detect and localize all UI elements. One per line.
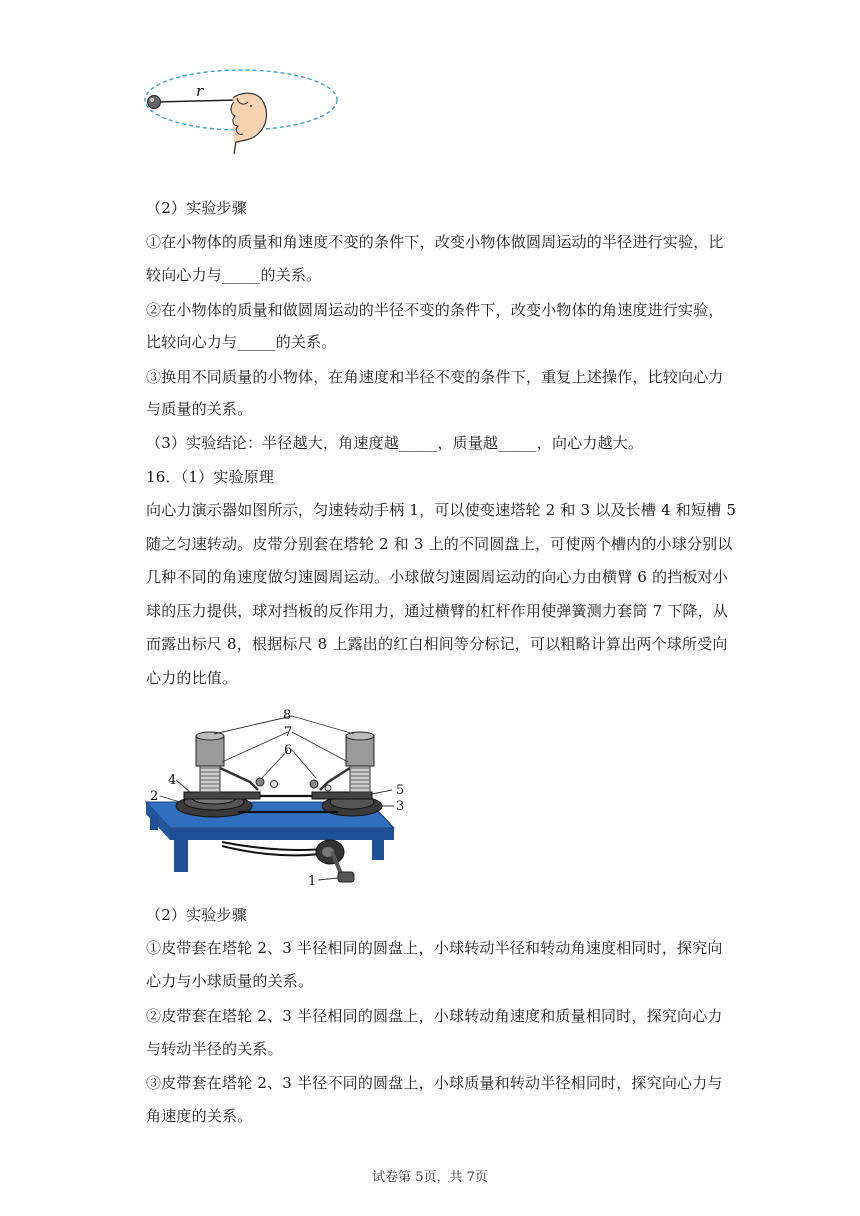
q16-para-line-3: 几种不同的角速度做匀速圆周运动。小球做匀速圆周运动的向心力由横臂 6 的挡板对小 (146, 568, 729, 586)
q16-title: 16．（1）实验原理 (146, 468, 275, 486)
section1-step3-line2: 与质量的关系。 (146, 400, 253, 418)
q16-para-line-1: 向心力演示器如图所示，匀速转动手柄 1，可以使变速塔轮 2 和 3 以及长槽 4 和短槽 5 (146, 501, 737, 519)
label-5: 5 (396, 783, 405, 798)
section1-step2-line2: 比较向心力与_____的关系。 (146, 333, 337, 351)
section2-step2-line2: 与转动半径的关系。 (146, 1040, 283, 1058)
label-1: 1 (308, 874, 317, 889)
section1-step1-line1: ①在小物体的质量和角速度不变的条件下，改变小物体做圆周运动的半径进行实验，比 (146, 233, 724, 251)
section1-steps-title: （2）实验步骤 (146, 199, 247, 217)
section2-steps-title: （2）实验步骤 (146, 906, 247, 924)
q16-para-line-2: 随之匀速转动。皮带分别套在塔轮 2 和 3 上的不同圆盘上，可使两个槽内的小球分别以 (146, 535, 733, 553)
q16-para-line-4: 球的压力提供，球对挡板的反作用力，通过横臂的杠杆作用使弹簧测力套筒 7 下降，从 (146, 602, 729, 620)
section1-step2-line1: ②在小物体的质量和做圆周运动的半径不变的条件下，改变小物体的角速度进行实验， (146, 301, 724, 319)
figure-ball-circular-motion (140, 62, 346, 154)
label-6: 6 (284, 743, 293, 758)
section2-step2-line1: ②皮带套在塔轮 2、3 半径相同的圆盘上，小球转动角速度和质量相同时，探究向心力 (146, 1007, 723, 1025)
label-2: 2 (150, 789, 159, 804)
label-r: r (196, 82, 204, 100)
label-4: 4 (168, 773, 177, 788)
section1-step1-line2: 较向心力与_____的关系。 (146, 266, 322, 284)
section1-step3-line1: ③换用不同质量的小物体，在角速度和半径不变的条件下，重复上述操作，比较向心力 (146, 368, 724, 386)
section2-step3-line2: 角速度的关系。 (146, 1107, 253, 1125)
label-8: 8 (283, 708, 292, 723)
q16-para-line-6: 心力的比值。 (146, 669, 238, 687)
figure-centripetal-force-demonstrator (142, 702, 418, 894)
page-footer: 试卷第 5页，共 7页 (372, 1170, 488, 1185)
q16-para-line-5: 而露出标尺 8，根据标尺 8 上露出的红白相间等分标记，可以粗略计算出两个球所受向 (146, 635, 728, 653)
section2-step3-line1: ③皮带套在塔轮 2、3 半径不同的圆盘上，小球质量和转动半径相同时，探究向心力与 (146, 1074, 723, 1092)
section1-conclusion: （3）实验结论：半径越大，角速度越_____，质量越_____，向心力越大。 (146, 434, 644, 452)
label-3: 3 (396, 799, 405, 814)
label-7: 7 (284, 725, 293, 740)
section2-step1-line1: ①皮带套在塔轮 2、3 半径相同的圆盘上，小球转动半径和转动角速度相同时，探究向 (146, 939, 723, 957)
section2-step1-line2: 心力与小球质量的关系。 (146, 972, 314, 990)
